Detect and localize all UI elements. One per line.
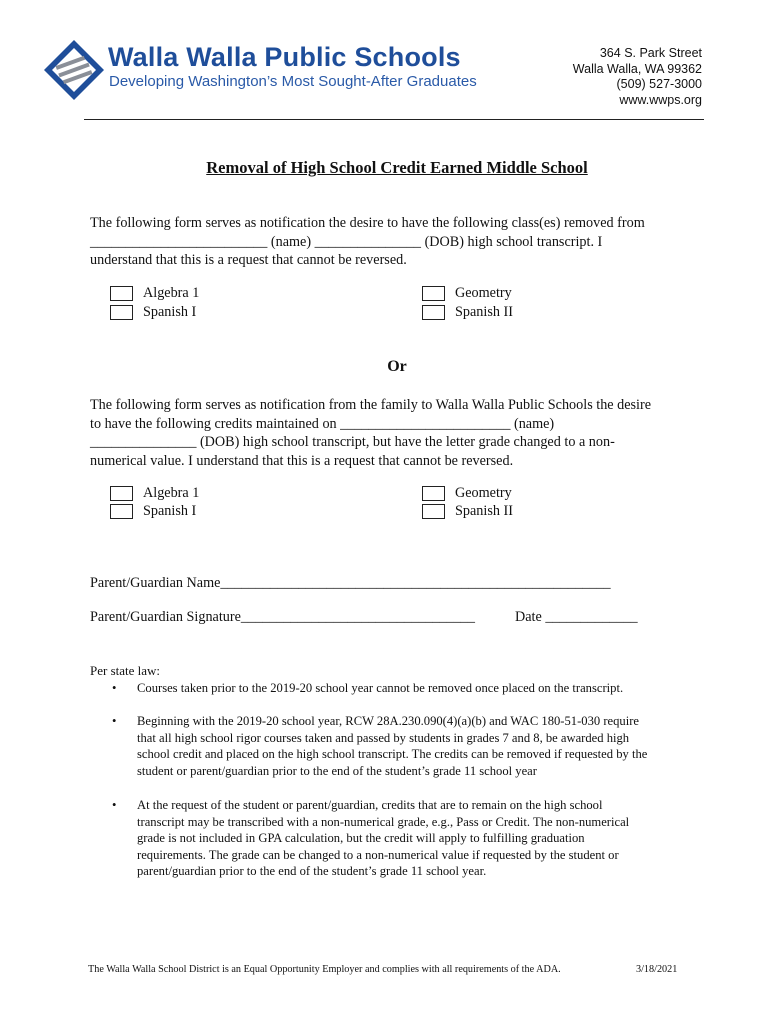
bullet-line: Courses taken prior to the 2019-20 school year cannot be removed once placed on the transcript. (137, 681, 624, 695)
form-title: Removal of High School Credit Earned Middle School (206, 158, 588, 177)
parent-guardian-name-field[interactable]: Parent/Guardian Name_______________________________________________________ (90, 575, 611, 591)
s2-option-algebra1[interactable] (110, 485, 199, 502)
s1-option-geometry[interactable] (422, 285, 512, 302)
option-label: Spanish I (143, 304, 197, 320)
bullet-line: grade is not included in GPA calculation, but the credit will apply to fulfilling graduation (137, 831, 585, 845)
section2-line: The following form serves as notification from the family to Walla Walla Public Schools the desire (90, 397, 652, 413)
s1-option-spanish2[interactable] (422, 304, 513, 321)
option-label: Geometry (455, 485, 512, 501)
option-label: Spanish II (455, 304, 513, 320)
checkbox[interactable] (110, 305, 133, 320)
header-divider (84, 119, 704, 120)
option-label: Spanish I (143, 503, 197, 519)
date-field[interactable]: Date _____________ (515, 609, 638, 625)
bullet-line: parent/guardian prior to the end of the student’s grade 11 school year. (137, 864, 487, 878)
district-logo-icon (44, 40, 104, 105)
checkbox[interactable] (110, 286, 133, 301)
bullet-line: student or parent/guardian prior to the end of the student’s grade 11 school year (137, 763, 537, 778)
bullet-line: that all high school rigor courses taken and passed by students in grades 7 and 8, be awarded high (137, 730, 630, 745)
section2-line: to have the following credits maintained on ________________________ (name) (90, 415, 555, 432)
footer-statement: The Walla Walla School District is an Equal Opportunity Employer and complies with all requirements of the ADA. (88, 964, 561, 975)
footer-date: 3/18/2021 (636, 964, 678, 975)
bullet-icon: • (112, 681, 117, 695)
parent-guardian-signature-field[interactable]: Parent/Guardian Signature_________________________________ (90, 609, 475, 625)
checkbox[interactable] (110, 486, 133, 501)
s2-option-geometry[interactable] (422, 485, 512, 502)
s1-option-algebra1[interactable] (110, 285, 199, 302)
bullet-icon: • (112, 714, 117, 728)
address-phone: (509) 527-3000 (616, 77, 702, 91)
option-label: Geometry (455, 285, 512, 301)
bullet-line: requirements. The grade can be changed to a non-numerical value if requested by the student or (137, 847, 619, 862)
bullet-line: transcript may be transcribed with a non-numerical grade, e.g., Pass or Credit. The non-numerical (137, 814, 630, 829)
checkbox[interactable] (422, 486, 445, 501)
checkbox[interactable] (422, 305, 445, 320)
section1-line: _________________________ (name) _______________ (DOB) high school transcript. I (90, 233, 603, 250)
bullet-line: Beginning with the 2019-20 school year, RCW 28A.230.090(4)(a)(b) and WAC 180-51-030 require (137, 714, 639, 728)
checkbox[interactable] (422, 504, 445, 519)
s2-option-spanish1[interactable] (110, 503, 196, 520)
address-city: Walla Walla, WA 99362 (572, 61, 702, 76)
checkbox[interactable] (422, 286, 445, 301)
checkbox[interactable] (110, 504, 133, 519)
section1-paragraph (90, 214, 710, 270)
bullet-icon: • (112, 798, 117, 812)
address-block (573, 46, 702, 108)
s2-option-spanish2[interactable] (422, 503, 513, 520)
section2-line: _______________ (DOB) high school transcript, but have the letter grade changed to a non- (90, 434, 615, 450)
section2-paragraph (90, 396, 710, 470)
section1-line: The following form serves as notification the desire to have the following class(es) removed from (90, 215, 645, 231)
s1-option-spanish1[interactable] (110, 304, 196, 321)
org-name: Walla Walla Public Schools (108, 42, 461, 72)
bullet-line: school credit and placed on the high school transcript. The credits can be removed if requested by the (137, 747, 648, 761)
tagline: Developing Washington’s Most Sought-After Graduates (109, 73, 477, 90)
bullet-line: At the request of the student or parent/guardian, credits that are to remain on the high school (137, 798, 603, 812)
option-label: Algebra 1 (143, 485, 200, 501)
state-law-heading: Per state law: (90, 663, 161, 678)
option-label: Spanish II (455, 503, 513, 519)
address-street: 364 S. Park Street (599, 46, 702, 60)
or-divider-label: Or (387, 358, 407, 375)
address-website: www.wwps.org (619, 92, 702, 107)
section1-line: understand that this is a request that cannot be reversed. (90, 252, 407, 268)
section2-line: numerical value. I understand that this is a request that cannot be reversed. (90, 452, 514, 469)
option-label: Algebra 1 (143, 285, 200, 301)
